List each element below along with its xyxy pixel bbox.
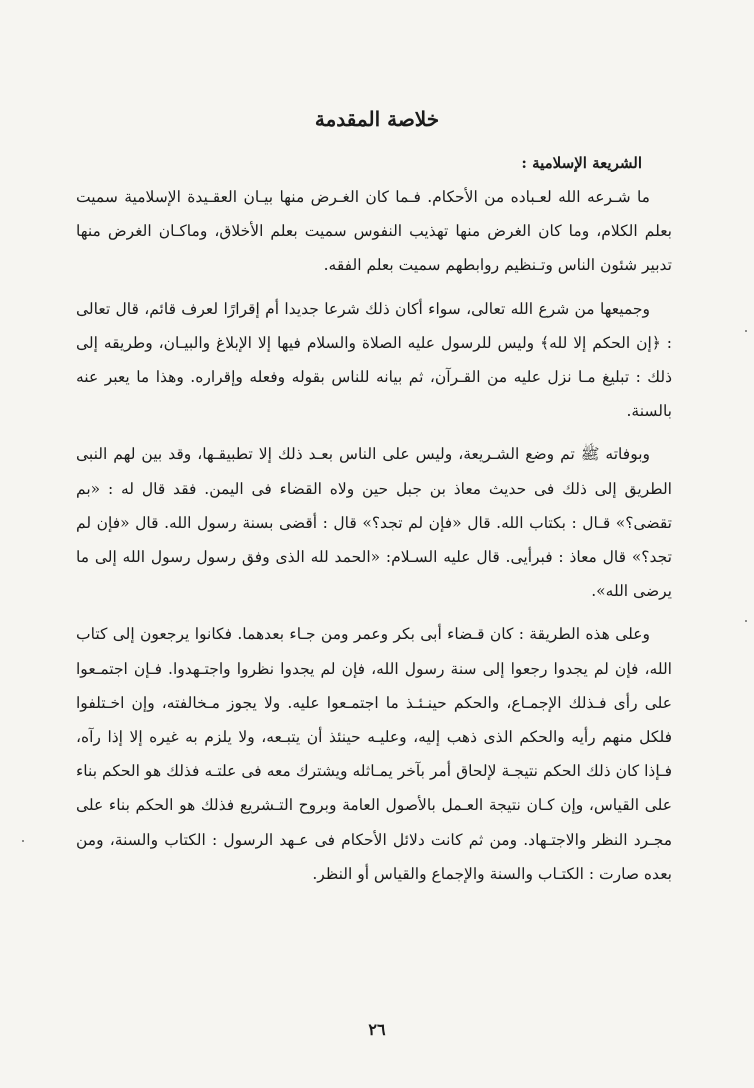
page-title: خلاصة المقدمة	[314, 107, 440, 131]
scan-speck	[22, 840, 24, 842]
page-number: ٢٦	[368, 1020, 386, 1039]
paragraph-2: وجميعها من شرع الله تعالى، سواء أكان ذلك شرعا جديدا أم إقرارًا لعرف قائم، قال تعالى : ﴿إن الحكم إلا لله﴾ وليس للرسول عليه الصلاة والسلام فيها إلا الإبلاغ والبيـان، وطريقه إلى ذلك : تبليغ مـا نزل عليه من القـرآن، ثم بيانه للناس بقوله وفعله وإقراره. وهذا ما يعبر عنه بالسنة.	[76, 299, 672, 421]
paragraph-3: وبوفاته ﷺ تم وضع الشـريعة، وليس على الناس بعـد ذلك إلا تطبيقـها، وقد بين لهم النبى الطريق إلى ذلك فى حديث معاذ بن جبل حين ولاه القضاء فى اليمن. فقد قال له : «بم تقضى؟» قـال : بكتاب الله. قال «فإن لم تجد؟» قال : أقضى بسنة رسول الله. قال «فإن لم تجد؟» قال معاذ : فبرأيى. قال عليه السـلام: «الحمد لله الذى وفق رسول رسول الله إلى ما يرضى الله».	[76, 445, 672, 601]
scan-speck	[745, 620, 747, 622]
scan-speck	[745, 330, 747, 332]
paragraph-4: وعلى هذه الطريقة : كان قـضاء أبى بكر وعمر ومن جـاء بعدهما. فكانوا يرجعون إلى كتاب الله، فإن لم يجدوا رجعوا إلى سنة رسول الله، فإن لم يجدوا نظروا واجتـهدوا. فـإن اجتمـعوا على رأى فـذلك الإجمـاع، والحكم حينـئـذ ما اجتمـعوا عليه. ولا يجوز مـخالفته، وإن اخـتلفوا فلكل منهم رأيه والحكم الذى ذهب إليه، وعليـه حينئذ أن يتبـعه، ولا يلزم به غيره إلا إذا رآه، فـإذا كان ذلك الحكم نتيجـة لإلحاق أمر بآخر يمـاثله ويشترك معه فى علتـه فذلك هو الحكم بناء على القياس، وإن كـان نتيجة العـمل بالأصول العامة وبروح التـشريع فذلك هو الحكم بناء على مجـرد النظر والاجتـهاد. ومن ثم كانت دلائل الأحكام فى عـهد الرسول : الكتاب والسنة، ومن بعده صارت : الكتـاب والسنة والإجماع والقياس أو النظر.	[76, 625, 672, 883]
body-text	[76, 180, 672, 900]
paragraph-1: ما شـرعه الله لعـباده من الأحكام. فـما كان الغـرض منها بيـان العقـيدة الإسلامية سميت بعلم الكلام، وما كان الغرض منها تهذيب النفوس سميت بعلم الأخلاق، وماكـان الغرض منها تدبير شئون الناس وتـنظيم روابطهم سميت بعلم الفقه.	[76, 188, 672, 275]
section-heading: الشريعة الإسلامية :	[521, 154, 642, 172]
